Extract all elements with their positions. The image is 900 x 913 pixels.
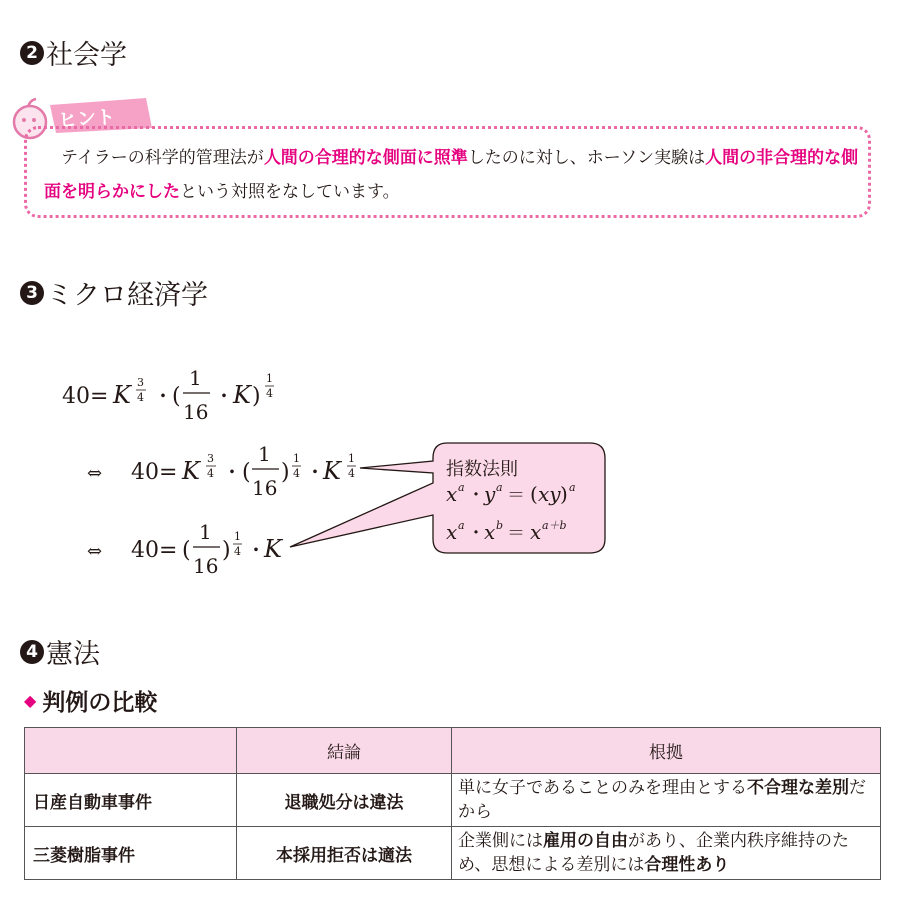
table-row [25,774,881,827]
hint-text-part: テイラーの科学的管理法が [44,148,264,168]
math-number: 40 [131,538,159,563]
table-header-cell: 結論 [237,728,452,774]
svg-text:＝: ＝ [507,485,525,506]
reason-text: 単に女子であることのみを理由とする [458,778,747,798]
math-dot: ・ [305,460,325,484]
svg-text:＝: ＝ [507,523,525,544]
math-number: 40 [131,460,159,485]
svg-text:): ) [252,384,261,409]
svg-text:x: x [446,482,458,506]
hint-emphasis: 人間の合理的な側面に照準 [263,148,468,168]
equation-line-1 [62,366,274,424]
math-derivation [0,355,620,595]
case-name-cell: 三菱樹脂事件 [25,827,237,880]
subsection-title: 判例の比較 [42,690,158,716]
table-header-cell: 根拠 [452,728,881,774]
svg-text:(: ( [172,384,181,409]
math-variable: K [233,381,251,409]
hint-text-part: という対照をなしています。 [180,182,400,202]
callout-title: 指数法則 [446,459,518,480]
math-number: 40 [62,384,90,409]
exponent-denominator: 4 [293,467,300,480]
reason-emphasis: 合理性あり [644,855,730,875]
subsection-heading [24,684,157,717]
math-dot: ・ [222,460,242,484]
reason-cell [452,827,881,880]
section-number-badge: 4 [20,640,44,664]
svg-text:・: ・ [467,523,485,544]
hint-text [44,141,864,209]
table-header-cell [25,728,237,774]
math-equals: = [159,460,178,485]
math-variable: K [113,381,131,409]
section-title: 憲法 [46,639,100,670]
reason-text: があり、企業内秩序維持のため、思想による差別には [458,831,849,875]
reason-text: 企業側には [458,831,543,851]
hint-label: ヒント [57,106,116,132]
equation-line-3 [87,520,284,578]
conclusion-cell: 本採用拒否は適法 [237,827,452,880]
exponent-numerator: 3 [137,376,144,389]
svg-text:a: a [569,481,576,494]
exponent-denominator: 4 [137,391,144,404]
exponent-numerator: 1 [348,452,355,465]
svg-text:a＋b: a＋b [542,519,567,532]
math-dot: ・ [246,538,266,562]
section-number-badge: 3 [20,281,44,305]
svg-text:b: b [496,519,504,532]
svg-text:(: ( [530,482,538,506]
svg-text:): ) [560,482,568,506]
exponent-numerator: 1 [266,372,273,385]
equivalence-symbol: ⇔ [87,541,103,562]
section-title: ミクロ経済学 [46,280,208,311]
math-equals: = [159,538,178,563]
conclusion-cell: 退職処分は違法 [237,774,452,827]
math-dot: ・ [153,384,173,408]
fraction-denominator: 16 [252,476,278,500]
exponent-numerator: 1 [234,530,241,543]
exponent-numerator: 3 [207,452,214,465]
hint-text-part: したのに対し、ホーソン実験は [467,148,706,168]
fraction-numerator: 1 [189,366,202,390]
math-dot: ・ [214,384,234,408]
exponent-numerator: 1 [293,452,300,465]
equation-line-2 [87,442,356,500]
svg-text:a: a [458,481,465,494]
section-2-heading [20,33,127,72]
svg-text:): ) [222,538,231,563]
svg-text:a: a [496,481,503,494]
reason-text: だから [458,778,866,822]
fraction-numerator: 1 [199,520,212,544]
exponent-denominator: 4 [348,467,355,480]
math-equals: = [90,384,109,409]
exponent-denominator: 4 [207,467,214,480]
svg-text:a: a [458,519,465,532]
case-name-cell: 日産自動車事件 [25,774,237,827]
svg-text:(: ( [182,538,191,563]
fraction-denominator: 16 [183,400,209,424]
reason-emphasis: 雇用の自由 [543,831,628,851]
svg-text:y: y [484,482,496,506]
reason-emphasis: 不合理な差別 [747,778,849,798]
section-title: 社会学 [46,40,127,71]
svg-text:): ) [281,460,290,485]
svg-text:xy: xy [538,482,561,506]
hint-emphasis: 人間の非合理的な側面を明らかにした [44,148,859,202]
diamond-bullet-icon: ◆ [24,691,37,710]
fraction-denominator: 16 [193,554,219,578]
exponent-denominator: 4 [266,387,273,400]
section-3-heading [20,273,208,312]
fraction-numerator: 1 [258,442,271,466]
reason-cell [452,774,881,827]
equivalence-symbol: ⇔ [87,463,103,484]
case-comparison-table [24,727,881,880]
svg-text:x: x [530,520,542,544]
svg-text:x: x [446,520,458,544]
math-variable: K [182,457,200,485]
math-variable: K [323,457,341,485]
svg-text:x: x [484,520,496,544]
table-row [25,827,881,880]
svg-text:・: ・ [467,485,485,506]
exponent-denominator: 4 [234,545,241,558]
math-variable: K [264,535,282,563]
section-number-badge: 2 [20,41,44,65]
table-header-row [25,728,881,774]
svg-text:(: ( [242,460,251,485]
section-4-heading [20,632,100,671]
